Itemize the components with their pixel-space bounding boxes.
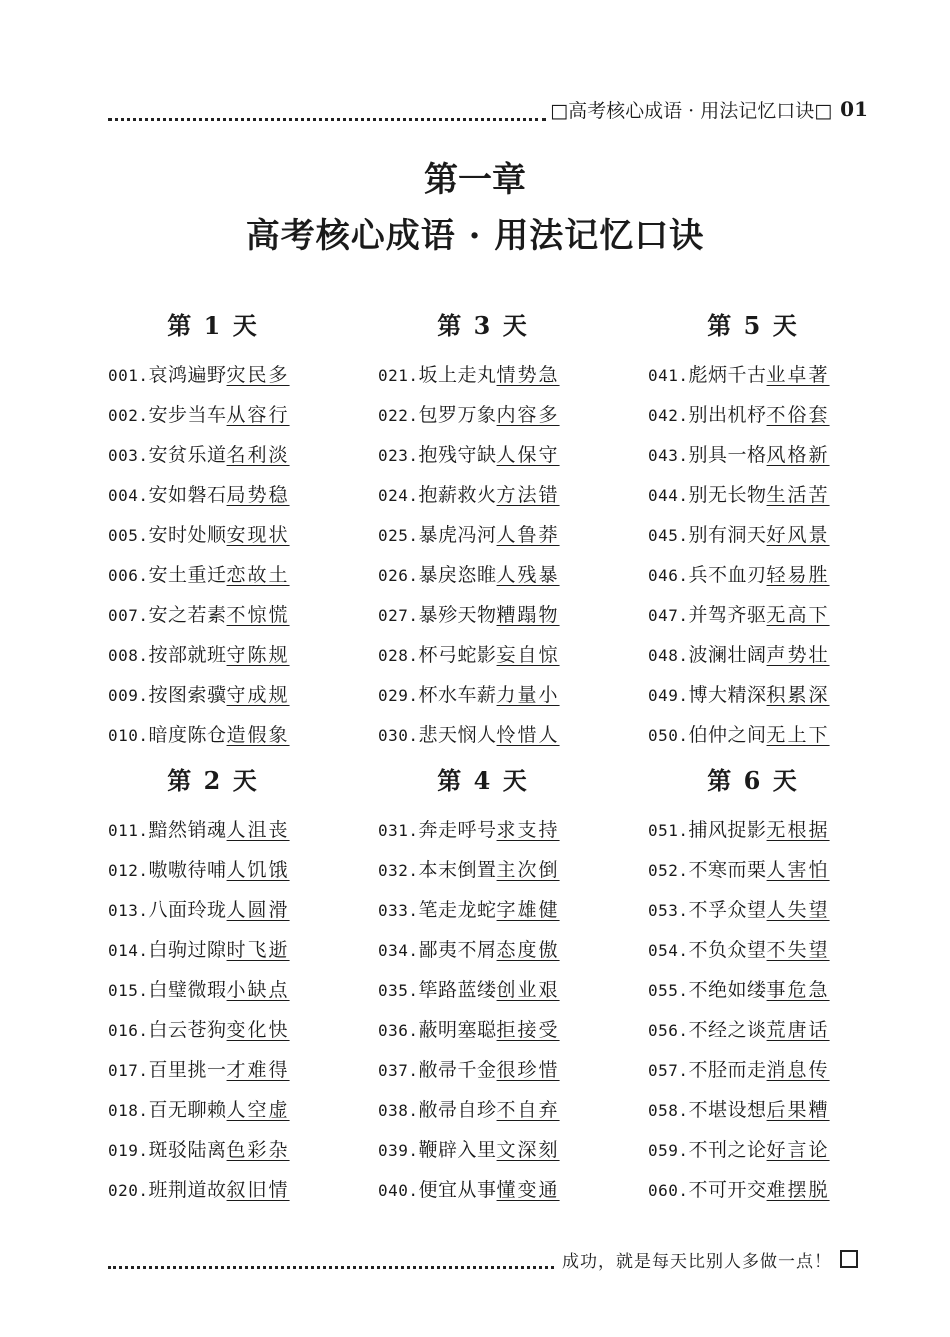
chapter-heading: 第一章 [424, 160, 526, 200]
idiom-memo: 叙旧情 [226, 1179, 290, 1201]
idiom-memo: 灾民多 [226, 364, 290, 386]
idiom-memo: 人空虚 [226, 1099, 290, 1121]
idiom-item [378, 1135, 588, 1175]
idiom-memo: 人害怕 [766, 859, 830, 881]
idiom-memo: 人鲁莽 [496, 524, 560, 546]
idiom-memo: 好言论 [766, 1139, 830, 1161]
idiom-memo: 人保守 [496, 444, 560, 466]
day-heading: 第 6 天 [707, 766, 799, 795]
idiom-number: 002. [108, 406, 149, 425]
header-dotted-leader [108, 98, 546, 121]
idiom-number: 020. [108, 1181, 149, 1200]
day-heading: 第 1 天 [167, 311, 259, 340]
idiom-number: 045. [648, 526, 689, 545]
idiom-memo: 消息传 [766, 1059, 830, 1081]
idiom-item [648, 600, 858, 640]
idiom-text: 白驹过隙 [148, 939, 227, 961]
idiom-text: 抱残守缺 [418, 444, 497, 466]
idiom-text: 便宜从事 [418, 1179, 497, 1201]
idiom-number: 015. [108, 981, 149, 1000]
day-heading: 第 3 天 [437, 311, 529, 340]
idiom-text: 波澜壮阔 [688, 644, 767, 666]
idiom-number: 057. [648, 1061, 689, 1080]
idiom-number: 036. [378, 1021, 419, 1040]
idiom-number: 037. [378, 1061, 419, 1080]
idiom-item [108, 480, 318, 520]
idiom-item [108, 400, 318, 440]
idiom-text: 按部就班 [148, 644, 227, 666]
idiom-memo: 怜惜人 [496, 724, 560, 746]
idiom-item [378, 640, 588, 680]
idiom-item [108, 1175, 318, 1215]
idiom-text: 别无长物 [688, 484, 767, 506]
idiom-memo: 糟蹋物 [496, 604, 560, 626]
idiom-number: 035. [378, 981, 419, 1000]
idiom-memo: 后果糟 [766, 1099, 830, 1121]
idiom-text: 暗度陈仓 [148, 724, 227, 746]
idiom-number: 053. [648, 901, 689, 920]
idiom-number: 041. [648, 366, 689, 385]
idiom-text: 嗷嗷待哺 [148, 859, 227, 881]
idiom-text: 安贫乐道 [148, 444, 227, 466]
idiom-item [648, 975, 858, 1015]
idiom-text: 安步当车 [148, 404, 227, 426]
idiom-number: 004. [108, 486, 149, 505]
day-heading: 第 5 天 [707, 311, 799, 340]
idiom-number: 017. [108, 1061, 149, 1080]
idiom-item [648, 1175, 858, 1215]
idiom-memo: 情势急 [496, 364, 560, 386]
page-footer [108, 1244, 858, 1274]
idiom-text: 鄙夷不屑 [418, 939, 497, 961]
idiom-item [648, 360, 858, 400]
idiom-number: 042. [648, 406, 689, 425]
idiom-item [378, 1015, 588, 1055]
idiom-text: 博大精深 [688, 684, 767, 706]
idiom-text: 暴虎冯河 [418, 524, 497, 546]
idiom-number: 006. [108, 566, 149, 585]
idiom-memo: 局势稳 [226, 484, 290, 506]
idiom-item [378, 1095, 588, 1135]
idiom-text: 悲天悯人 [418, 724, 497, 746]
idiom-item [648, 1015, 858, 1055]
idiom-number: 052. [648, 861, 689, 880]
idiom-memo: 内容多 [496, 404, 560, 426]
idiom-item [648, 440, 858, 480]
idiom-memo: 无上下 [766, 724, 830, 746]
idiom-text: 百里挑一 [148, 1059, 227, 1081]
idiom-memo: 求支持 [496, 819, 560, 841]
idiom-memo: 好风景 [766, 524, 830, 546]
idiom-item [378, 1055, 588, 1095]
idiom-text: 安之若素 [148, 604, 227, 626]
idiom-item [108, 895, 318, 935]
idiom-text: 本末倒置 [418, 859, 497, 881]
idiom-number: 034. [378, 941, 419, 960]
idiom-item [378, 480, 588, 520]
idiom-text: 哀鸿遍野 [148, 364, 227, 386]
idiom-number: 051. [648, 821, 689, 840]
idiom-memo: 时飞逝 [226, 939, 290, 961]
idiom-text: 捕风捉影 [688, 819, 767, 841]
idiom-number: 011. [108, 821, 149, 840]
idiom-item [108, 680, 318, 720]
idiom-number: 024. [378, 486, 419, 505]
idiom-memo: 创业艰 [496, 979, 560, 1001]
idiom-number: 010. [108, 726, 149, 745]
idiom-memo: 小缺点 [226, 979, 290, 1001]
idiom-text: 兵不血刃 [688, 564, 767, 586]
idiom-memo: 色彩杂 [226, 1139, 290, 1161]
idiom-text: 暴殄天物 [418, 604, 497, 626]
idiom-item [648, 680, 858, 720]
idiom-text: 不绝如缕 [688, 979, 767, 1001]
idiom-text: 按图索骥 [148, 684, 227, 706]
idiom-number: 007. [108, 606, 149, 625]
idiom-memo: 字雄健 [496, 899, 560, 921]
idiom-item [108, 1135, 318, 1175]
idiom-number: 028. [378, 646, 419, 665]
idiom-memo: 恋故土 [226, 564, 290, 586]
idiom-item [378, 935, 588, 975]
footer-dotted-leader [108, 1250, 554, 1269]
idiom-number: 023. [378, 446, 419, 465]
idiom-item [648, 640, 858, 680]
idiom-number: 047. [648, 606, 689, 625]
idiom-number: 014. [108, 941, 149, 960]
idiom-number: 032. [378, 861, 419, 880]
idiom-number: 027. [378, 606, 419, 625]
idiom-item [108, 1095, 318, 1135]
footer-motto: 成功，就是每天比别人多做一点！ [562, 1251, 832, 1272]
idiom-text: 筚路蓝缕 [418, 979, 497, 1001]
idiom-memo: 积累深 [766, 684, 830, 706]
idiom-text: 笔走龙蛇 [418, 899, 497, 921]
chapter-title: 高考核心成语 · 用法记忆口诀 [245, 216, 705, 256]
idiom-memo: 守成规 [226, 684, 290, 706]
idiom-item [648, 1055, 858, 1095]
idiom-item [378, 560, 588, 600]
idiom-text: 不堪设想 [688, 1099, 767, 1121]
idiom-item [378, 520, 588, 560]
idiom-number: 029. [378, 686, 419, 705]
idiom-number: 058. [648, 1101, 689, 1120]
page-header [108, 92, 868, 126]
idiom-text: 别具一格 [688, 444, 767, 466]
idiom-memo: 拒接受 [496, 1019, 560, 1041]
footer-box-icon [840, 1250, 858, 1268]
idiom-text: 彪炳千古 [688, 364, 767, 386]
idiom-memo: 人饥饿 [226, 859, 290, 881]
idiom-text: 斑驳陆离 [148, 1139, 227, 1161]
idiom-text: 杯水车薪 [418, 684, 497, 706]
idiom-memo: 生活苦 [766, 484, 830, 506]
idiom-item [108, 520, 318, 560]
idiom-number: 026. [378, 566, 419, 585]
idiom-number: 046. [648, 566, 689, 585]
idiom-text: 暴戾恣睢 [418, 564, 497, 586]
idiom-number: 049. [648, 686, 689, 705]
page-number: 01 [840, 97, 868, 121]
idiom-number: 003. [108, 446, 149, 465]
idiom-text: 不经之谈 [688, 1019, 767, 1041]
idiom-number: 021. [378, 366, 419, 385]
idiom-item [378, 680, 588, 720]
idiom-memo: 荒唐话 [766, 1019, 830, 1041]
idiom-memo: 不惊慌 [226, 604, 290, 626]
day-heading: 第 4 天 [437, 766, 529, 795]
idiom-text: 伯仲之间 [688, 724, 767, 746]
idiom-number: 013. [108, 901, 149, 920]
idiom-memo: 很珍惜 [496, 1059, 560, 1081]
idiom-memo: 业卓著 [766, 364, 830, 386]
idiom-text: 包罗万象 [418, 404, 497, 426]
idiom-text: 蔽明塞聪 [418, 1019, 497, 1041]
idiom-item [378, 440, 588, 480]
idiom-number: 030. [378, 726, 419, 745]
idiom-number: 054. [648, 941, 689, 960]
idiom-memo: 不自弃 [496, 1099, 560, 1121]
idiom-item [648, 400, 858, 440]
idiom-memo: 从容行 [226, 404, 290, 426]
idiom-number: 040. [378, 1181, 419, 1200]
idiom-memo: 文深刻 [496, 1139, 560, 1161]
idiom-memo: 才难得 [226, 1059, 290, 1081]
idiom-item [108, 600, 318, 640]
idiom-text: 奔走呼号 [418, 819, 497, 841]
idiom-item [108, 815, 318, 855]
idiom-number: 043. [648, 446, 689, 465]
idiom-number: 031. [378, 821, 419, 840]
idiom-text: 不孚众望 [688, 899, 767, 921]
idiom-number: 059. [648, 1141, 689, 1160]
idiom-memo: 方法错 [496, 484, 560, 506]
idiom-item [648, 855, 858, 895]
idiom-item [648, 895, 858, 935]
idiom-item [108, 560, 318, 600]
idiom-number: 008. [108, 646, 149, 665]
idiom-item [108, 360, 318, 400]
idiom-number: 012. [108, 861, 149, 880]
idiom-text: 并驾齐驱 [688, 604, 767, 626]
idiom-text: 不胫而走 [688, 1059, 767, 1081]
idiom-text: 班荆道故 [148, 1179, 227, 1201]
idiom-text: 安时处顺 [148, 524, 227, 546]
idiom-item [648, 520, 858, 560]
idiom-text: 不负众望 [688, 939, 767, 961]
idiom-item [378, 360, 588, 400]
idiom-text: 八面玲珑 [148, 899, 227, 921]
idiom-number: 001. [108, 366, 149, 385]
idiom-number: 056. [648, 1021, 689, 1040]
idiom-item [108, 1055, 318, 1095]
idiom-memo: 事危急 [766, 979, 830, 1001]
idiom-memo: 声势壮 [766, 644, 830, 666]
idiom-item [378, 600, 588, 640]
day-heading: 第 2 天 [167, 766, 259, 795]
idiom-number: 009. [108, 686, 149, 705]
idiom-item [108, 1015, 318, 1055]
idiom-number: 048. [648, 646, 689, 665]
idiom-item [378, 975, 588, 1015]
idiom-item [648, 560, 858, 600]
idiom-text: 鞭辟入里 [418, 1139, 497, 1161]
idiom-item [648, 935, 858, 975]
idiom-text: 坂上走丸 [418, 364, 497, 386]
idiom-memo: 无根据 [766, 819, 830, 841]
idiom-text: 不可开交 [688, 1179, 767, 1201]
idiom-text: 敝帚千金 [418, 1059, 497, 1081]
idiom-text: 白璧微瑕 [148, 979, 227, 1001]
idiom-memo: 态度傲 [496, 939, 560, 961]
idiom-memo: 安现状 [226, 524, 290, 546]
idiom-memo: 风格新 [766, 444, 830, 466]
idiom-memo: 人残暴 [496, 564, 560, 586]
idiom-item [108, 640, 318, 680]
idiom-number: 016. [108, 1021, 149, 1040]
idiom-text: 别有洞天 [688, 524, 767, 546]
idiom-item [378, 400, 588, 440]
idiom-item [648, 720, 858, 760]
idiom-item [378, 855, 588, 895]
idiom-number: 019. [108, 1141, 149, 1160]
idiom-number: 055. [648, 981, 689, 1000]
header-title: □高考核心成语 · 用法记忆口诀□ [550, 99, 833, 122]
idiom-memo: 造假象 [226, 724, 290, 746]
idiom-number: 044. [648, 486, 689, 505]
idiom-number: 038. [378, 1101, 419, 1120]
idiom-item [378, 815, 588, 855]
idiom-memo: 轻易胜 [766, 564, 830, 586]
idiom-item [108, 720, 318, 760]
idiom-memo: 妄自惊 [496, 644, 560, 666]
idiom-item [378, 1175, 588, 1215]
idiom-text: 抱薪救火 [418, 484, 497, 506]
idiom-item [108, 975, 318, 1015]
idiom-number: 050. [648, 726, 689, 745]
idiom-text: 安土重迁 [148, 564, 227, 586]
idiom-item [108, 440, 318, 480]
idiom-item [648, 1095, 858, 1135]
idiom-number: 018. [108, 1101, 149, 1120]
idiom-text: 不刊之论 [688, 1139, 767, 1161]
idiom-memo: 主次倒 [496, 859, 560, 881]
idiom-item [378, 895, 588, 935]
idiom-text: 安如磐石 [148, 484, 227, 506]
idiom-memo: 力量小 [496, 684, 560, 706]
idiom-text: 别出机杼 [688, 404, 767, 426]
idiom-text: 黯然销魂 [148, 819, 227, 841]
idiom-memo: 无高下 [766, 604, 830, 626]
idiom-text: 白云苍狗 [148, 1019, 227, 1041]
idiom-memo: 懂变通 [496, 1179, 560, 1201]
idiom-number: 039. [378, 1141, 419, 1160]
idiom-text: 百无聊赖 [148, 1099, 227, 1121]
idiom-memo: 人沮丧 [226, 819, 290, 841]
idiom-item [648, 815, 858, 855]
idiom-item [648, 480, 858, 520]
idiom-item [648, 1135, 858, 1175]
idiom-number: 060. [648, 1181, 689, 1200]
idiom-text: 不寒而栗 [688, 859, 767, 881]
idiom-text: 敝帚自珍 [418, 1099, 497, 1121]
idiom-memo: 不俗套 [766, 404, 830, 426]
idiom-item [108, 855, 318, 895]
idiom-memo: 人圆滑 [226, 899, 290, 921]
idiom-number: 022. [378, 406, 419, 425]
idiom-text: 杯弓蛇影 [418, 644, 497, 666]
idiom-memo: 难摆脱 [766, 1179, 830, 1201]
idiom-memo: 名利淡 [226, 444, 290, 466]
idiom-memo: 人失望 [766, 899, 830, 921]
idiom-memo: 守陈规 [226, 644, 290, 666]
idiom-item [108, 935, 318, 975]
idiom-number: 005. [108, 526, 149, 545]
idiom-number: 033. [378, 901, 419, 920]
idiom-memo: 变化快 [226, 1019, 290, 1041]
idiom-item [378, 720, 588, 760]
idiom-number: 025. [378, 526, 419, 545]
idiom-memo: 不失望 [766, 939, 830, 961]
